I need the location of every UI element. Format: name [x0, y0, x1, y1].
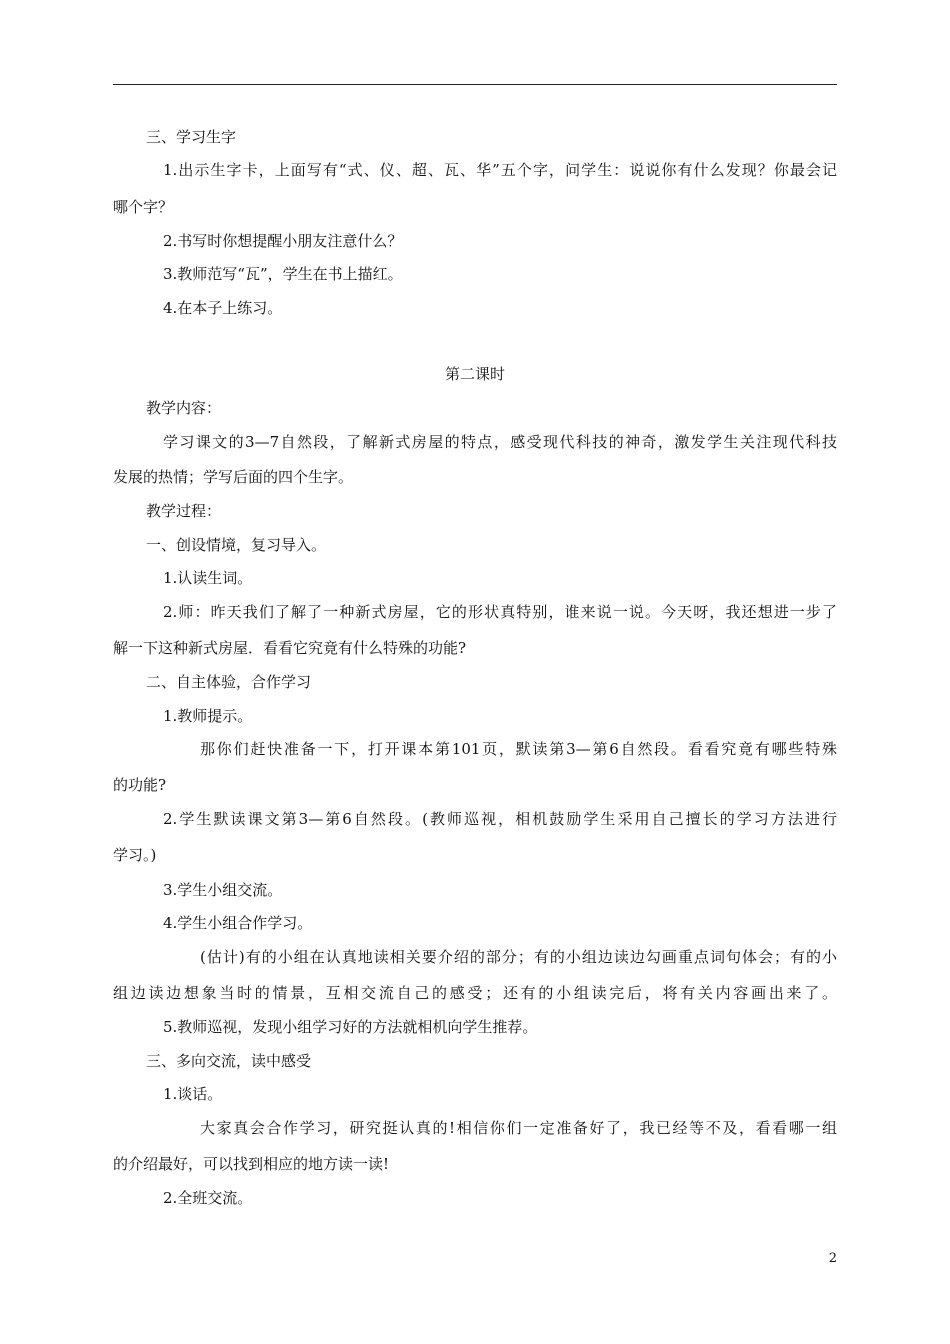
- paragraph-line: 4.学生小组合作学习。: [163, 914, 313, 932]
- paragraph-line: 解一下这种新式房屋．看看它究竟有什么特殊的功能?: [113, 639, 467, 657]
- paragraph-line: (估计)有的小组在认真地读相关要介绍的部分；有的小组边读边勾画重点词句体会；有的小: [200, 948, 837, 966]
- paragraph-line: 学习课文的3—7自然段，了解新式房屋的特点，感受现代科技的神奇，激发学生关注现代科技: [163, 433, 837, 451]
- paragraph-line: 3.学生小组交流。: [163, 881, 283, 899]
- paragraph-line: 5.教师巡视，发现小组学习好的方法就相机向学生推荐。: [163, 1018, 538, 1036]
- paragraph-line: 大家真会合作学习，研究挺认真的!相信你们一定准备好了，我已经等不及，看看哪一组: [200, 1119, 837, 1137]
- paragraph-line: 1.谈话。: [163, 1085, 223, 1103]
- section-heading: 教学过程：: [146, 502, 222, 520]
- section-heading: 二、自主体验，合作学习: [146, 673, 312, 691]
- paragraph-line: 1.教师提示。: [163, 707, 253, 725]
- header-rule: [113, 84, 837, 85]
- page-number: 2: [828, 1251, 837, 1266]
- paragraph-line: 的介绍最好，可以找到相应的地方读一读!: [113, 1155, 390, 1173]
- paragraph-line: 的功能?: [113, 776, 167, 794]
- paragraph-line: 2.学生默读课文第3—第6自然段。(教师巡视，相机鼓励学生采用自己擅长的学习方法进行: [163, 810, 837, 828]
- paragraph-line: 2.师：昨天我们了解了一种新式房屋，它的形状真特别，谁来说一说。今天呀，我还想进一步了: [163, 603, 837, 621]
- paragraph-line: 1.出示生字卡，上面写有“式、仪、超、瓦、华”五个字，问学生：说说你有什么发现？你最会记: [163, 161, 837, 179]
- paragraph-line: 2.书写时你想提醒小朋友注意什么？: [163, 232, 403, 250]
- paragraph-line: 4.在本子上练习。: [163, 299, 283, 317]
- paragraph-line: 3.教师范写“瓦”，学生在书上描红。: [163, 265, 403, 283]
- paragraph-line: 那你们赶快准备一下，打开课本第101页，默读第3—第6自然段。看看究竟有哪些特殊: [200, 740, 837, 758]
- paragraph-line: 1.认读生词。: [163, 569, 253, 587]
- paragraph-line: 哪个字？: [113, 198, 174, 216]
- lesson-title: 第二课时: [444, 365, 505, 383]
- section-heading: 一、创设情境，复习导入。: [146, 536, 327, 554]
- paragraph-line: 学习。): [113, 846, 157, 864]
- paragraph-line: 发展的热情；学写后面的四个生字。: [113, 468, 354, 486]
- section-heading: 教学内容：: [146, 399, 222, 417]
- section-heading: 三、学习生字: [146, 128, 237, 146]
- section-heading: 三、多向交流，读中感受: [146, 1052, 312, 1070]
- paragraph-line: 组边读边想象当时的情景，互相交流自己的感受；还有的小组读完后，将有关内容画出来了。: [113, 984, 837, 1002]
- paragraph-line: 2.全班交流。: [163, 1189, 253, 1207]
